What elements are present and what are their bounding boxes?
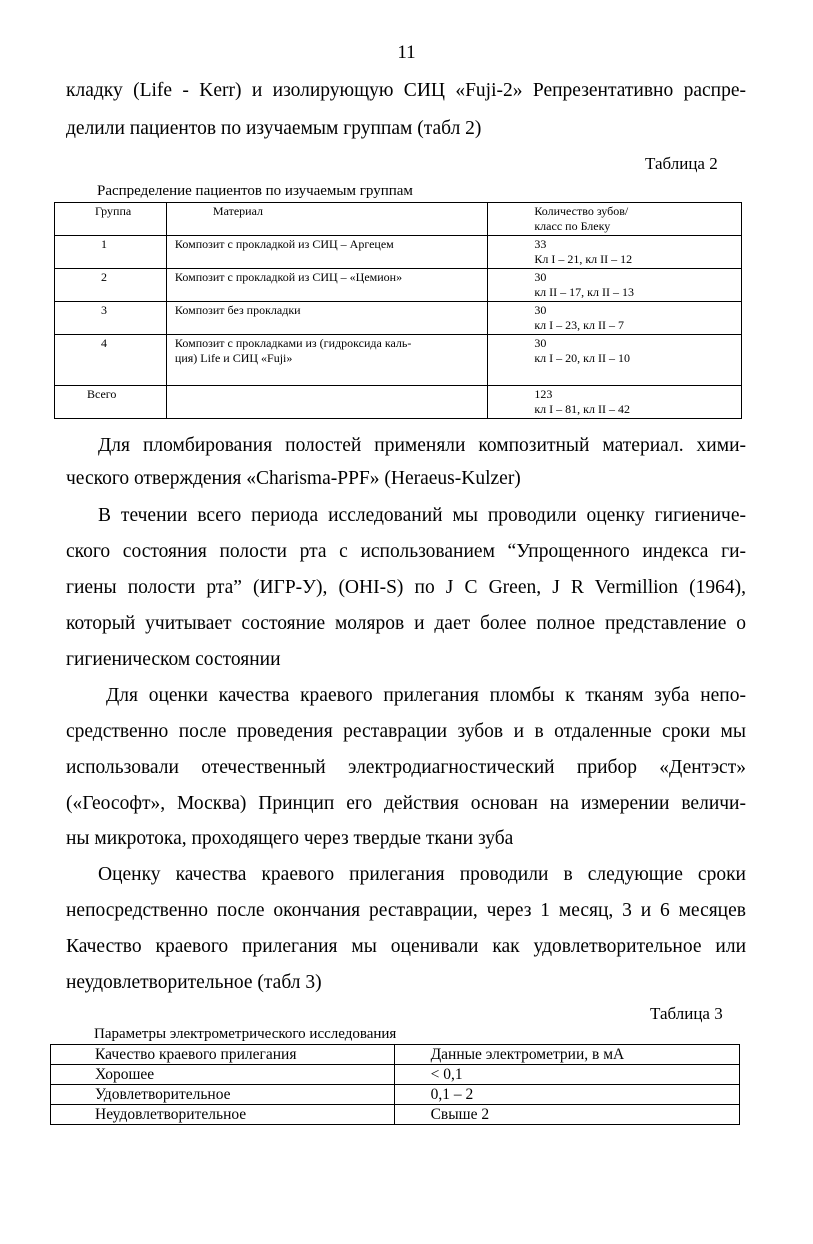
header-material: Материал [166, 203, 487, 236]
row-3-value: Свыше 2 [394, 1105, 739, 1125]
paragraph-2-line-2: ческого отверждения «Charіsma-PPF» (Heraeus-Kulzer) [66, 468, 521, 489]
row-2-count [488, 269, 742, 302]
table-3-label: Таблица 3 [650, 1004, 723, 1023]
row-3-material: Композит без прокладки [166, 302, 487, 335]
row-3-quality: Неудовлетворительное [51, 1105, 395, 1125]
paragraph-1-line-1: кладку (Lіfe - Kerr) и изолирующую СИЦ «Fujі-2» Репрезентативно распре- [66, 80, 746, 101]
row-1-quality: Хорошее [51, 1065, 395, 1085]
header-count-line-2: класс по Блеку [534, 219, 611, 233]
table-2 [54, 202, 742, 419]
paragraph-1-line-2: делили пациентов по изучаемым группам (табл 2) [66, 118, 482, 139]
row-1-count-value: 33 [534, 237, 547, 251]
row-4-count [488, 335, 742, 386]
row-4-material [166, 335, 487, 386]
row-1-material: Композит с прокладкой из СИЦ – Аргецем [166, 236, 487, 269]
table-row [51, 1105, 740, 1125]
table-row-total [55, 386, 742, 419]
paragraph-3-line-5: гигиеническом состоянии [66, 649, 281, 670]
row-2-value: 0,1 – 2 [394, 1085, 739, 1105]
table-row [51, 1065, 740, 1085]
row-2-count-value: 30 [534, 270, 547, 284]
row-4-material-line-2: ция) Lіfe и СИЦ «Fujі» [174, 351, 293, 365]
table-3-caption: Параметры электрометрического исследования [94, 1026, 397, 1042]
row-total-count-value: 123 [534, 387, 553, 401]
row-2-group: 2 [55, 269, 167, 302]
table-row [55, 302, 742, 335]
paragraph-5-line-2: непосредственно после окончания реставрации, через 1 месяц, 3 и 6 месяцев [66, 900, 746, 921]
row-4-classes: кл I – 20, кл II – 10 [534, 351, 630, 365]
paragraph-3-line-2: ского состояния полости рта с использованием “Упрощенного индекса ги- [66, 541, 746, 562]
header-electrometry: Данные электрометрии, в мА [394, 1045, 739, 1065]
header-count-line-1: Количество зубов/ [534, 204, 629, 218]
row-3-classes: кл I – 23, кл II – 7 [534, 318, 624, 332]
paragraph-3-line-4: который учитывает состояние моляров и дает более полное представление о [66, 613, 746, 634]
table-2-caption: Распределение пациентов по изучаемым группам [97, 183, 413, 199]
row-2-quality: Удовлетворительное [51, 1085, 395, 1105]
row-2-material: Композит с прокладкой из СИЦ – «Цемион» [166, 269, 487, 302]
page-number: 11 [397, 42, 416, 63]
header-quality: Качество краевого прилегания [51, 1045, 395, 1065]
row-2-classes: кл II – 17, кл II – 13 [534, 285, 634, 299]
paragraph-4-line-1: Для оценки качества краевого прилегания пломбы к тканям зуба непо- [106, 685, 746, 706]
table-row [51, 1085, 740, 1105]
row-total-material [166, 386, 487, 419]
row-4-count-value: 30 [534, 336, 547, 350]
row-total-count [488, 386, 742, 419]
table-row [55, 335, 742, 386]
row-1-count [488, 236, 742, 269]
table-row [55, 236, 742, 269]
paragraph-4-line-4: («Геософт», Москва) Принцип его действия основан на измерении величи- [66, 793, 746, 814]
row-3-count [488, 302, 742, 335]
table-row [55, 269, 742, 302]
paragraph-3-line-3: гиены полости рта” (ИГР-У), (OHI-S) по J C Green, J R Vermіllіon (1964), [66, 577, 746, 598]
row-1-value: < 0,1 [394, 1065, 739, 1085]
paragraph-3-line-1: В течении всего периода исследований мы проводили оценку гигиениче- [98, 505, 746, 526]
row-total-classes: кл I – 81, кл II – 42 [534, 402, 630, 416]
table-2-label: Таблица 2 [645, 154, 718, 173]
paragraph-4-line-3: использовали отечественный электродиагностический прибор «Дентэст» [66, 757, 746, 778]
paragraph-4-line-2: средственно после проведения реставрации зубов и в отдаленные сроки мы [66, 721, 746, 742]
row-1-group: 1 [55, 236, 167, 269]
header-group: Группа [55, 203, 167, 236]
paragraph-4-line-5: ны микротока, проходящего через твердые ткани зуба [66, 828, 514, 849]
row-4-material-line-1: Композит с прокладками из (гидроксида каль- [174, 336, 412, 350]
paragraph-5-line-1: Оценку качества краевого прилегания проводили в следующие сроки [98, 864, 746, 885]
paragraph-5-line-4: неудовлетворительное (табл 3) [66, 972, 322, 993]
table-3 [50, 1044, 740, 1125]
paragraph-2-line-1: Для пломбирования полостей применяли композитный материал. хими- [98, 435, 746, 456]
row-3-count-value: 30 [534, 303, 547, 317]
table-2-header-row [55, 203, 742, 236]
row-3-group: 3 [55, 302, 167, 335]
row-total-group: Всего [55, 386, 167, 419]
table-3-header-row [51, 1045, 740, 1065]
header-count [488, 203, 742, 236]
row-4-group: 4 [55, 335, 167, 386]
row-1-classes: Кл I – 21, кл II – 12 [534, 252, 633, 266]
paragraph-5-line-3: Качество краевого прилегания мы оценивали как удовлетворительное или [66, 936, 746, 957]
